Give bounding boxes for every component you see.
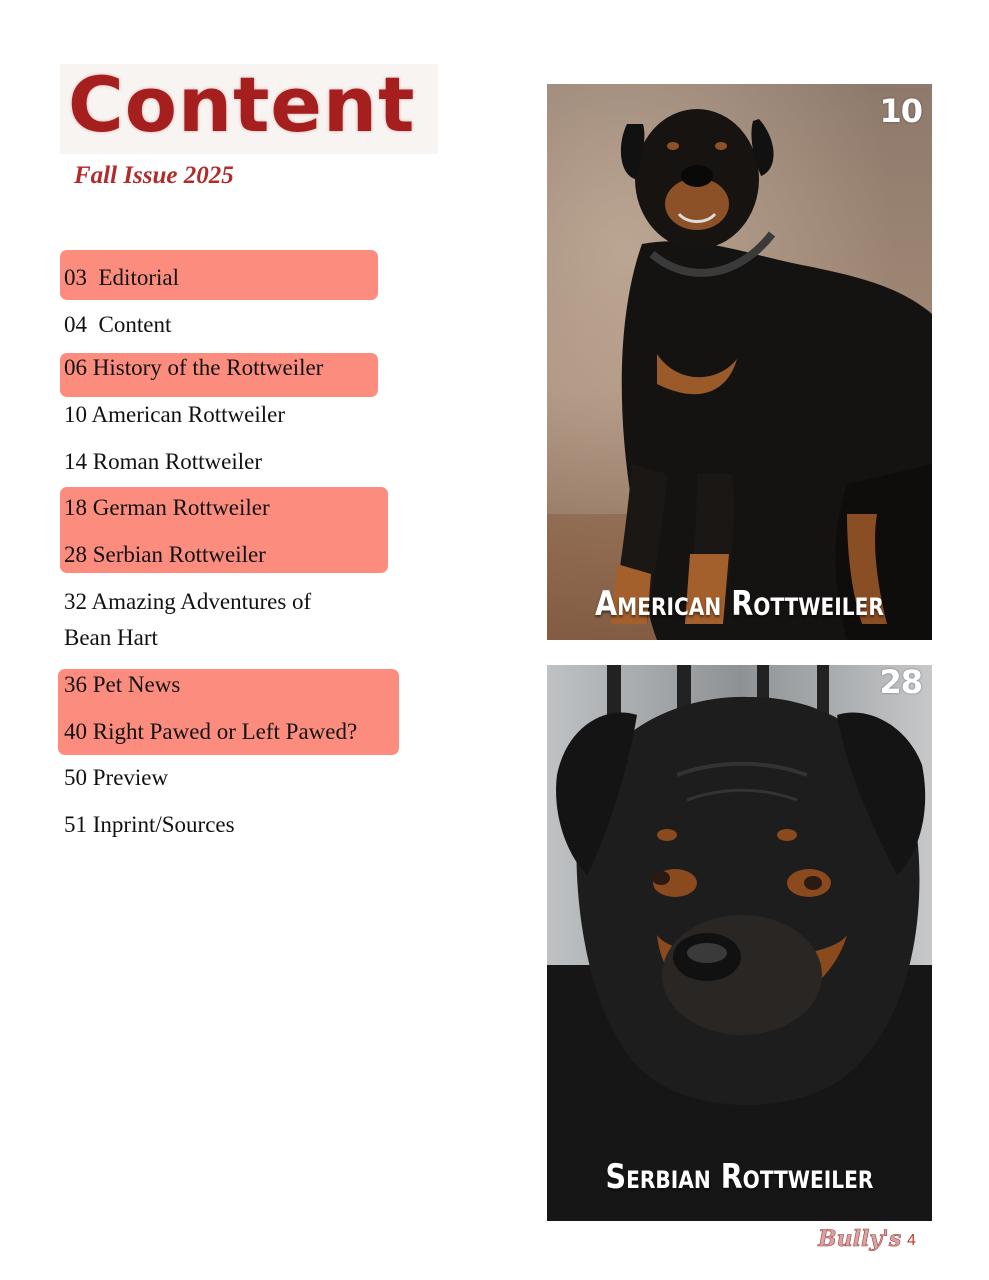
brand-logo: Bully's <box>818 1226 902 1252</box>
toc-item-history[interactable]: 06 History of the Rottweiler <box>64 355 324 380</box>
toc-item-imprint[interactable]: 51 Inprint/Sources <box>64 812 235 837</box>
feature-page-number: 10 <box>879 92 922 130</box>
toc-item-adventures-cont[interactable]: Bean Hart <box>64 625 158 650</box>
rottweiler-sitting-photo <box>547 84 932 640</box>
toc-item-adventures[interactable]: 32 Amazing Adventures of <box>64 589 312 614</box>
feature-caption: American Rottweiler <box>595 584 884 624</box>
rottweiler-portrait-photo <box>547 665 932 1221</box>
feature-caption: Serbian Rottweiler <box>605 1157 874 1197</box>
feature-card-serbian[interactable] <box>547 665 932 1221</box>
toc-item-german[interactable]: 18 German Rottweiler <box>64 495 270 520</box>
toc-item-editorial[interactable]: 03 Editorial <box>64 265 179 290</box>
toc-item-pawed[interactable]: 40 Right Pawed or Left Pawed? <box>64 719 358 744</box>
toc-item-pet-news[interactable]: 36 Pet News <box>64 672 181 697</box>
toc-item-american[interactable]: 10 American Rottweiler <box>64 402 285 427</box>
toc-item-preview[interactable]: 50 Preview <box>64 765 169 790</box>
feature-card-american[interactable] <box>547 84 932 640</box>
page-title: Content <box>60 64 438 154</box>
page-number: 4 <box>907 1232 916 1249</box>
toc-item-roman[interactable]: 14 Roman Rottweiler <box>64 449 263 474</box>
feature-page-number: 28 <box>879 665 922 701</box>
issue-label: Fall Issue 2025 <box>74 162 234 189</box>
toc-item-serbian[interactable]: 28 Serbian Rottweiler <box>64 542 266 567</box>
toc-item-content[interactable]: 04 Content <box>64 312 172 337</box>
